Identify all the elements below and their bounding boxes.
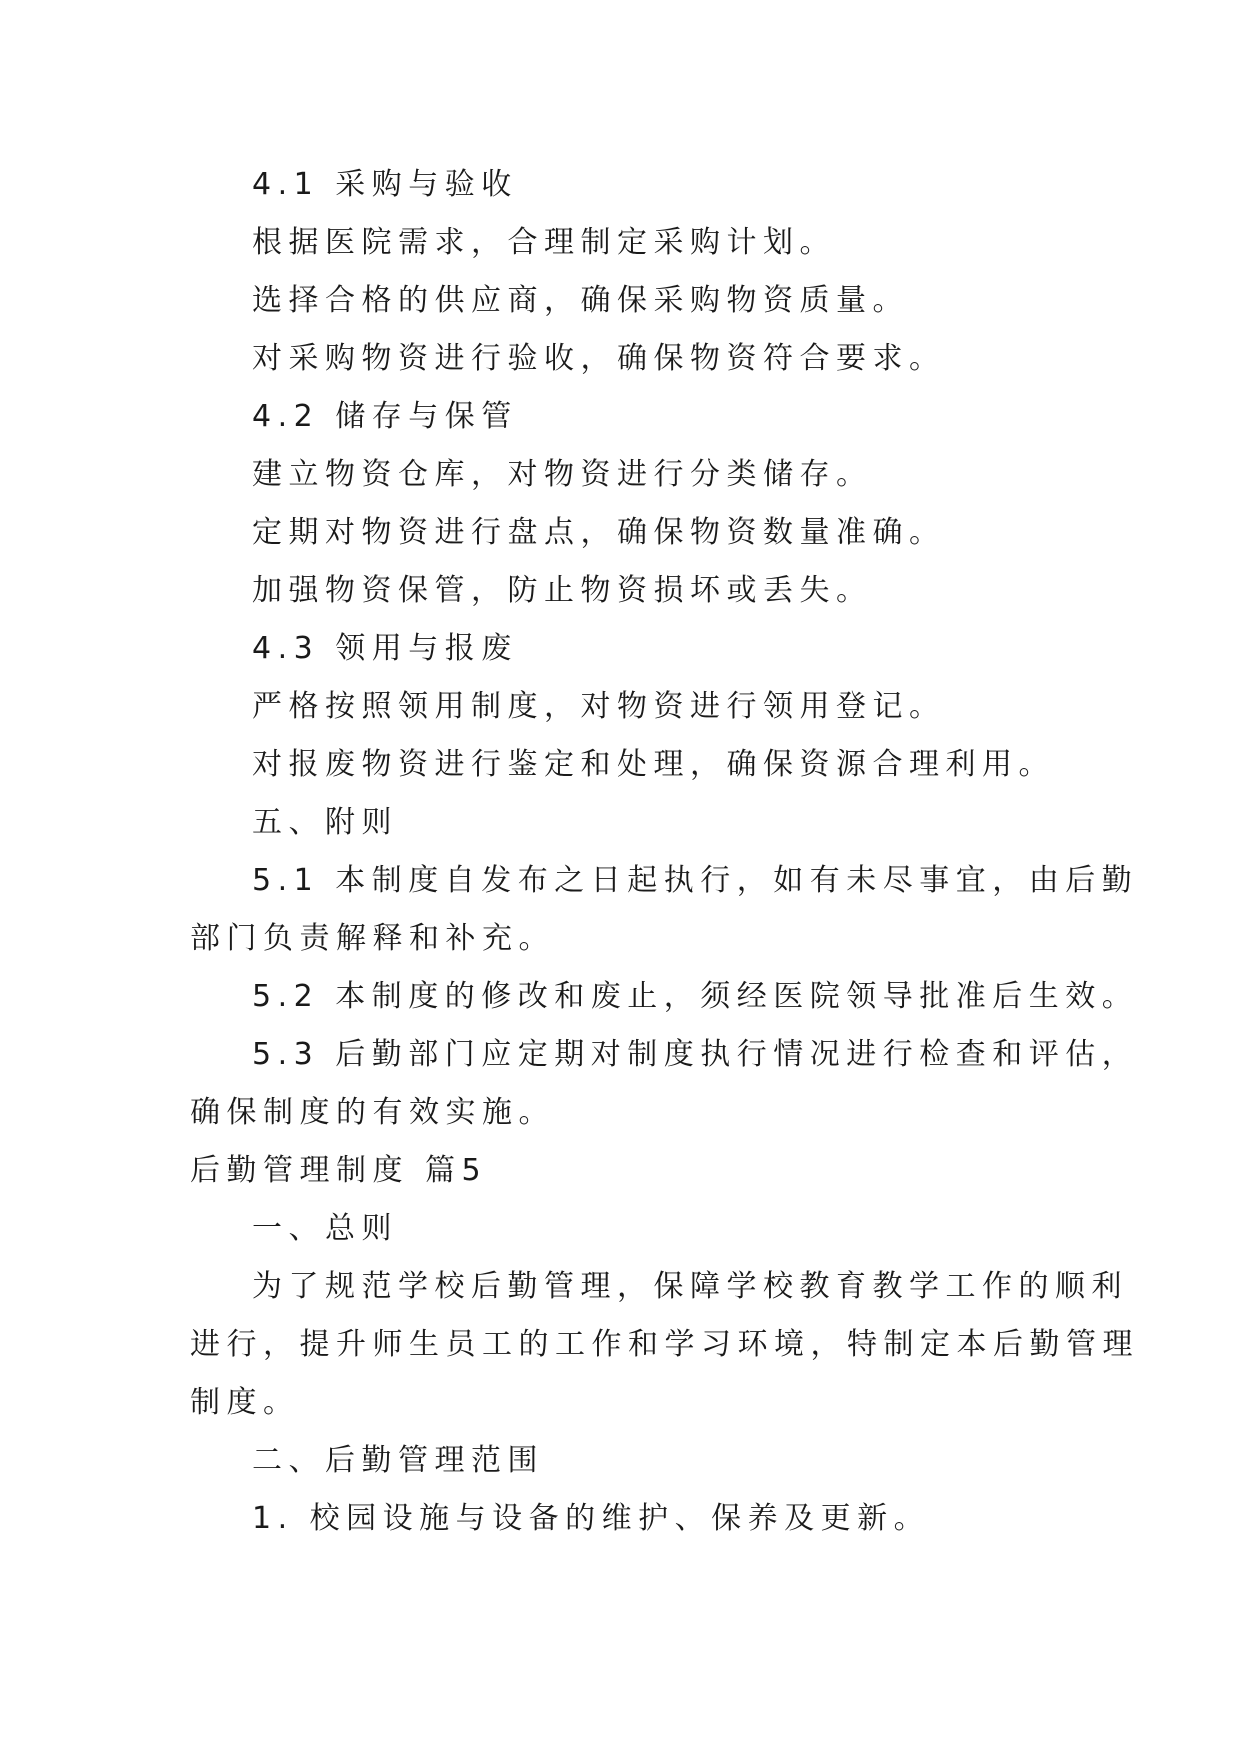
subsection-heading: 4.1 采购与验收 <box>252 167 518 202</box>
paragraph-line: 5.3 后勤部门应定期对制度执行情况进行检查和评估， <box>252 1037 1139 1072</box>
paragraph-line: 根据医院需求，合理制定采购计划。 <box>252 225 836 260</box>
paragraph-line: 进行，提升师生员工的工作和学习环境，特制定本后勤管理 <box>190 1327 1139 1362</box>
paragraph-line: 为了规范学校后勤管理，保障学校教育教学工作的顺利 <box>252 1269 1128 1304</box>
paragraph-line: 选择合格的供应商，确保采购物资质量。 <box>252 283 909 318</box>
list-item: 1. 校园设施与设备的维护、保养及更新。 <box>252 1501 931 1536</box>
section-heading: 五、附则 <box>252 805 398 840</box>
subsection-heading: 4.2 储存与保管 <box>252 399 518 434</box>
paragraph-line: 确保制度的有效实施。 <box>190 1095 555 1130</box>
paragraph-line: 加强物资保管，防止物资损坏或丢失。 <box>252 573 873 608</box>
section-heading: 一、总则 <box>252 1211 398 1246</box>
document-title: 后勤管理制度 篇5 <box>190 1153 488 1188</box>
paragraph-line: 5.1 本制度自发布之日起执行，如有未尽事宜，由后勤 <box>252 863 1139 898</box>
paragraph-line: 定期对物资进行盘点，确保物资数量准确。 <box>252 515 946 550</box>
paragraph-line: 制度。 <box>190 1385 300 1420</box>
paragraph-line: 5.2 本制度的修改和废止，须经医院领导批准后生效。 <box>252 979 1139 1014</box>
paragraph-line: 建立物资仓库，对物资进行分类储存。 <box>252 457 873 492</box>
subsection-heading: 4.3 领用与报废 <box>252 631 518 666</box>
paragraph-line: 对采购物资进行验收，确保物资符合要求。 <box>252 341 946 376</box>
paragraph-line: 对报废物资进行鉴定和处理，确保资源合理利用。 <box>252 747 1055 782</box>
paragraph-line: 严格按照领用制度，对物资进行领用登记。 <box>252 689 946 724</box>
section-heading: 二、后勤管理范围 <box>252 1443 544 1478</box>
paragraph-line: 部门负责解释和补充。 <box>190 921 555 956</box>
